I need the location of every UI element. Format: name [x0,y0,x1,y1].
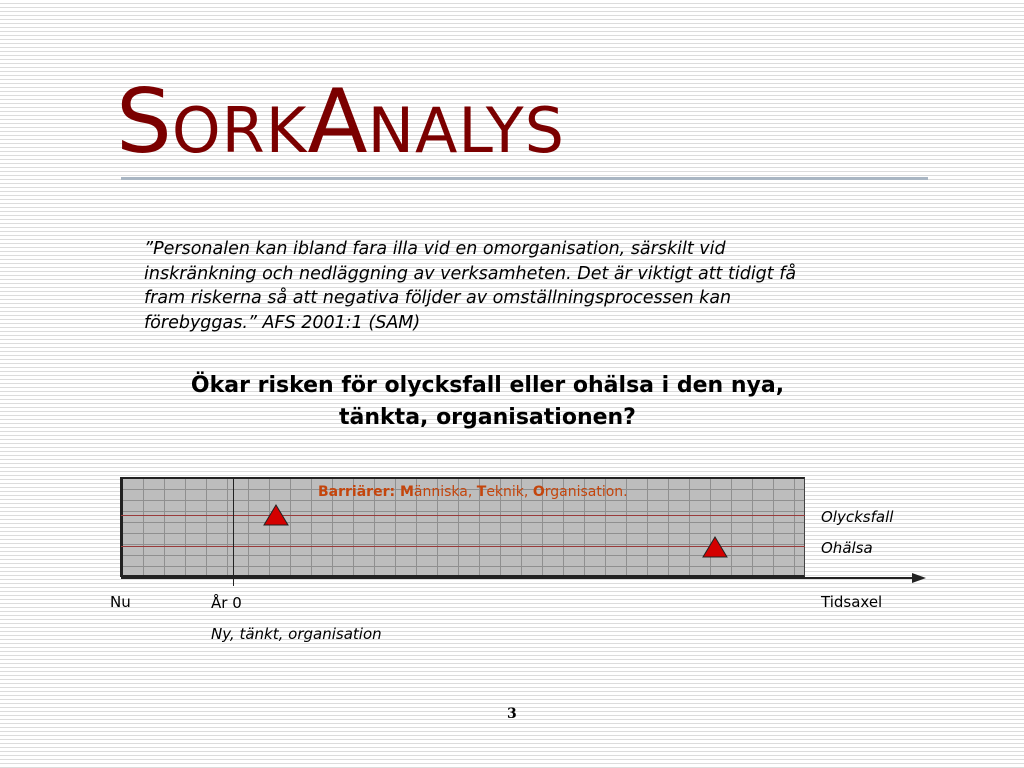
barrier-o-initial: O [532,484,545,500]
year-zero-label: År 0 [211,594,242,612]
new-organisation-label: Ny, tänkt, organisation [211,625,382,643]
year-zero-marker [233,478,234,586]
barrier-t-initial: T [476,484,487,500]
risk-triangle-icon [263,504,289,526]
accident-label: Olycksfall [821,508,894,526]
time-axis-arrow-icon [912,573,926,583]
title-rest-ork: ORK [171,94,308,167]
risk-triangle-icon [702,536,728,558]
risk-triangle-shape [703,537,727,557]
ill-health-label: Ohälsa [821,539,873,557]
title-underline [121,177,928,180]
title-initial-a: A [307,70,368,173]
barrier-label [318,484,628,500]
barrier-m-initial: M [399,484,414,500]
barrier-t-rest: eknik, [486,484,533,500]
time-axis [121,577,916,579]
title-rest-nalys: NALYS [367,94,565,167]
time-axis-label: Tidsaxel [821,593,883,611]
barrier-label-prefix: Barriärer: [318,484,400,500]
question-heading: Ökar risken för olycksfall eller ohälsa i den nya, tänkta, organisationen? [190,373,785,430]
accident-line [121,515,805,516]
page-number: 3 [507,706,517,722]
title-initial-s: S [116,70,172,173]
slide-title [116,70,565,173]
barrier-m-rest: änniska, [413,484,477,500]
risk-triangle-shape [264,505,288,525]
barrier-o-rest: rganisation. [544,484,628,500]
quote-text: ”Personalen kan ibland fara illa vid en omorganisation, särskilt vid inskränkning och nedläggning av verksamheten. Det är viktigt att tidigt få fram riskerna så att negativa följder av omställningsprocessen kan förebyggas.” AFS 2001:1 (SAM) [144,239,797,333]
start-label: Nu [110,593,131,611]
